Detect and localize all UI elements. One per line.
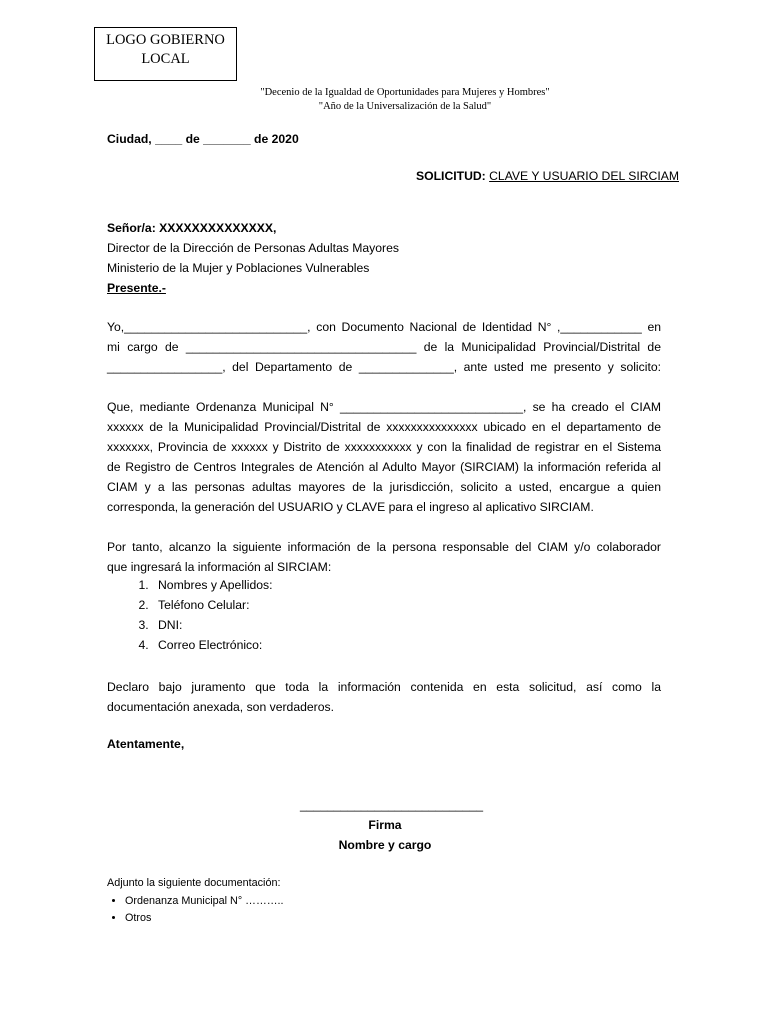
date-line: Ciudad, ____ de _______ de 2020 bbox=[107, 132, 299, 146]
solicitud-line bbox=[416, 169, 679, 183]
signature-line: ___________________________ bbox=[300, 798, 484, 812]
paragraph-line: CIAM y a las personas adultas mayores de la jurisdicción, solicito a usted, encargue a quien bbox=[107, 480, 661, 494]
paragraph-line: corresponda, la generación del USUARIO y CLAVE para el ingreso al aplicativo SIRCIAM. bbox=[107, 500, 594, 514]
list-item: 4. Correo Electrónico: bbox=[152, 635, 272, 655]
paragraph-declaration bbox=[107, 677, 661, 717]
paragraph-information bbox=[107, 537, 661, 577]
paragraph-line: de Registro de Centros Integrales de Atención al Adulto Mayor (SIRCIAM) la información referida al bbox=[107, 460, 661, 474]
paragraph-line: Por tanto, alcanzo la siguiente información de la persona responsable del CIAM y/o colaborador bbox=[107, 540, 661, 554]
recipient-ministry: Ministerio de la Mujer y Poblaciones Vulnerables bbox=[107, 261, 370, 275]
solicitud-label: SOLICITUD: bbox=[416, 169, 486, 183]
recipient-title: Director de la Dirección de Personas Adultas Mayores bbox=[107, 241, 399, 255]
closing-line: Atentamente, bbox=[107, 737, 185, 751]
logo-placeholder-box bbox=[94, 27, 237, 81]
list-item: 3. DNI: bbox=[152, 615, 272, 635]
anio-header: "Año de la Universalización de la Salud" bbox=[318, 101, 492, 112]
required-info-list bbox=[107, 575, 272, 655]
paragraph-line: xxxxxxx, Provincia de xxxxxx y Distrito de xxxxxxxxxxx y con la finalidad de registrar en el Sistema bbox=[107, 440, 661, 454]
logo-line-2: LOCAL bbox=[141, 51, 190, 67]
paragraph-line: mi cargo de __________________________________ de la Municipalidad Provincial/Distrital de bbox=[107, 340, 661, 354]
paragraph-line: Que, mediante Ordenanza Municipal N° ___________________________, se ha creado el CIAM bbox=[107, 400, 661, 414]
recipient-line bbox=[107, 221, 276, 235]
recipient-prefix: Señor/a: bbox=[107, 221, 156, 235]
presente-label: Presente.- bbox=[107, 281, 166, 295]
paragraph-ordinance bbox=[107, 397, 661, 517]
attachments-list bbox=[107, 893, 284, 927]
paragraph-line: Yo,___________________________, con Documento Nacional de Identidad N° ,____________ en bbox=[107, 320, 661, 334]
list-item: 1. Nombres y Apellidos: bbox=[152, 575, 272, 595]
list-item: • Otros bbox=[125, 910, 284, 927]
paragraph-line: xxxxxx de la Municipalidad Provincial/Distrital de xxxxxxxxxxxxxxx ubicado en el departamento de bbox=[107, 420, 661, 434]
recipient-name: XXXXXXXXXXXXXX, bbox=[159, 221, 277, 235]
paragraph-line: Declaro bajo juramento que toda la información contenida en esta solicitud, así como la bbox=[107, 680, 661, 694]
paragraph-identity bbox=[107, 317, 661, 377]
signature-name-label: Nombre y cargo bbox=[338, 838, 432, 852]
list-item: 2. Teléfono Celular: bbox=[152, 595, 272, 615]
attachments-title: Adjunto la siguiente documentación: bbox=[107, 877, 281, 889]
logo-line-1: LOGO GOBIERNO bbox=[106, 32, 225, 48]
signature-label: Firma bbox=[368, 818, 402, 832]
paragraph-line: documentación anexada, son verdaderos. bbox=[107, 700, 334, 714]
decenio-header: "Decenio de la Igualdad de Oportunidades para Mujeres y Hombres" bbox=[260, 87, 550, 98]
solicitud-subject: CLAVE Y USUARIO DEL SIRCIAM bbox=[489, 169, 679, 183]
paragraph-line: que ingresará la información al SIRCIAM: bbox=[107, 560, 332, 574]
list-item: • Ordenanza Municipal N° ……….. bbox=[125, 893, 284, 910]
paragraph-line: _________________, del Departamento de ______________, ante usted me presento y solicito: bbox=[107, 360, 661, 374]
